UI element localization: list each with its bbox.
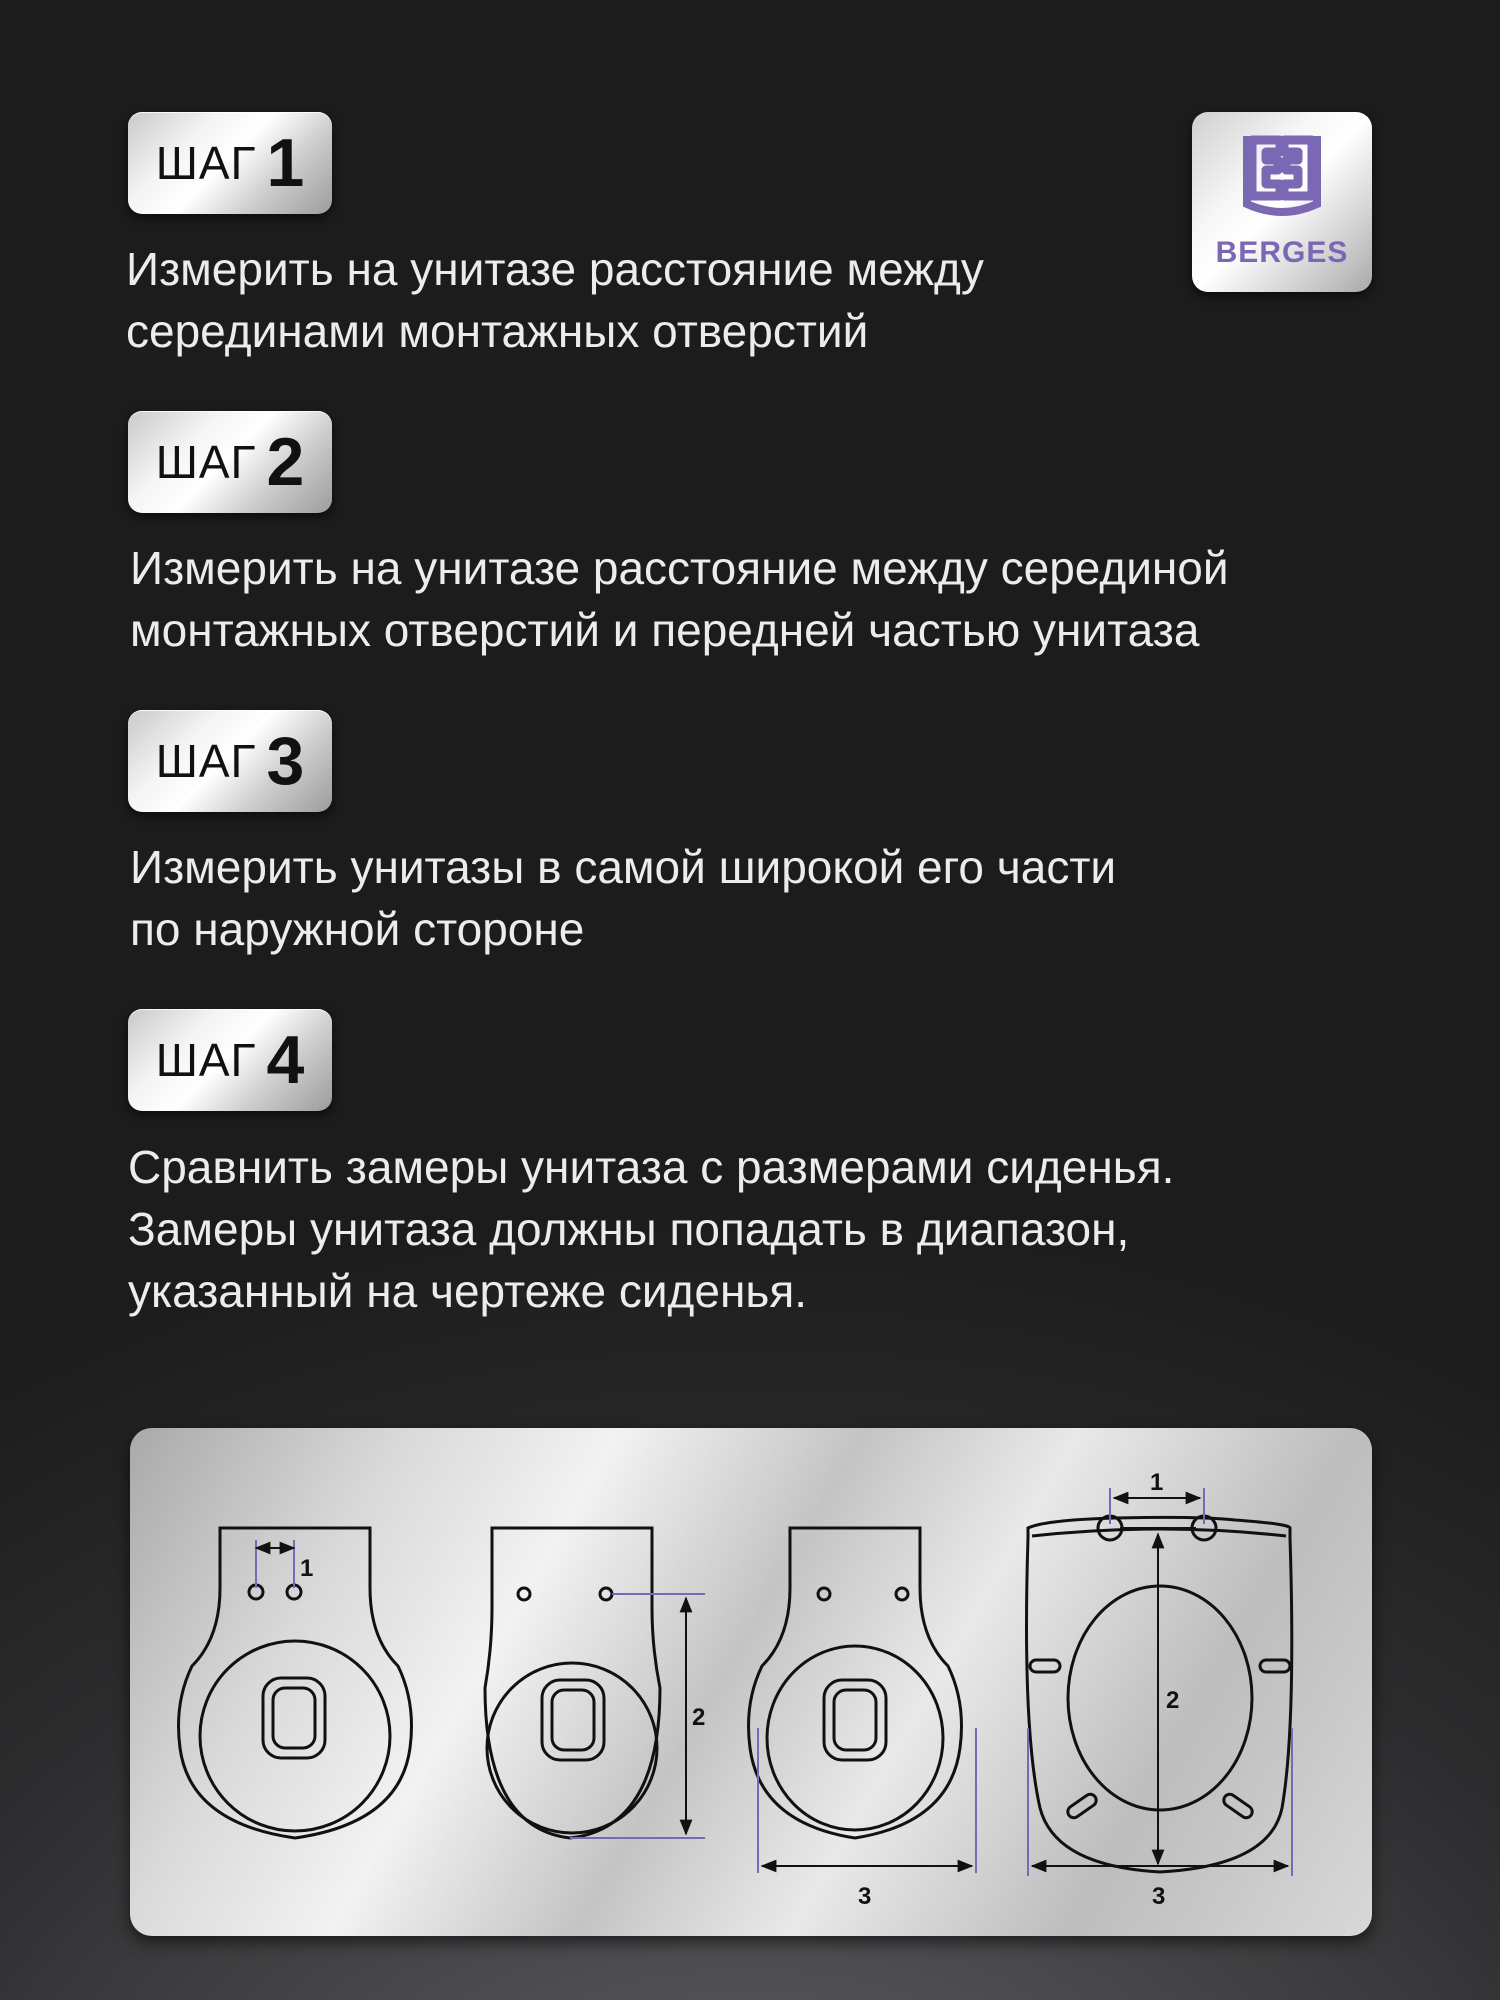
step-2-line-2: монтажных отверстий и передней частью унитаза [130,604,1200,656]
step-3-number: 3 [266,723,305,799]
step-1-line-2: серединами монтажных отверстий [126,305,869,357]
step-2-word: ШАГ [155,436,257,488]
dimension-3-toilet-3 [758,1728,976,1910]
dimension-label-3b: 3 [1152,1883,1166,1910]
step-3-text [130,836,1116,960]
logo-brand-name: BERGES [1215,236,1349,269]
step-4-line-3: указанный на чертеже сиденья. [128,1265,808,1317]
dimension-label-1: 1 [300,1555,314,1582]
dimension-1-toilet-1 [256,1540,313,1588]
dimension-label-2: 2 [692,1704,706,1731]
step-2-text [130,537,1229,661]
measurement-diagram [130,1428,1372,1936]
berges-logo-icon [1192,112,1372,232]
step-1-badge [128,112,332,214]
step-1-text [126,238,984,362]
toilet-3-drawing [749,1528,962,1838]
berges-logo [1192,112,1372,292]
step-3-word: ШАГ [155,735,257,787]
step-4-word: ШАГ [155,1034,257,1086]
step-1-word: ШАГ [155,137,257,189]
dimension-label-3a: 3 [858,1883,872,1910]
step-4-line-1: Сравнить замеры унитаза с размерами сиденья. [128,1141,1175,1193]
step-1-number: 1 [266,125,305,201]
step-4-badge [128,1009,332,1111]
seat-dimension-label-1: 1 [1150,1469,1164,1496]
toilet-2-drawing [485,1528,660,1838]
step-4-line-2: Замеры унитаза должны попадать в диапазон, [128,1203,1130,1255]
step-2-number: 2 [266,424,305,500]
step-3-badge [128,710,332,812]
step-3-line-1: Измерить унитазы в самой широкой его части [130,841,1117,893]
step-3-line-2: по наружной стороне [130,903,585,955]
seat-dimension-label-2: 2 [1166,1687,1180,1714]
seat-drawing [1027,1516,1292,1872]
step-2-badge [128,411,332,513]
step-4-number: 4 [266,1022,305,1098]
step-2-line-1: Измерить на унитазе расстояние между серединой [130,542,1229,594]
diagram-panel [130,1428,1372,1936]
step-1-line-1: Измерить на унитазе расстояние между [126,243,984,295]
step-4-text [128,1136,1174,1322]
